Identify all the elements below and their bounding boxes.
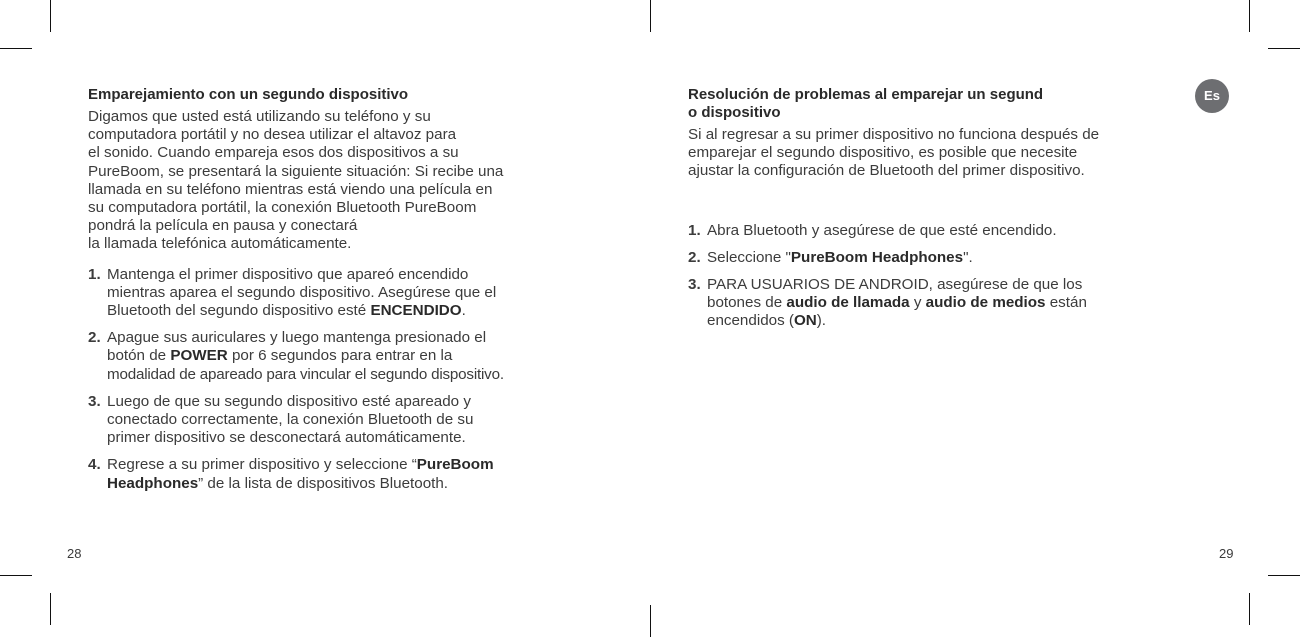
language-badge: Es xyxy=(1195,79,1229,113)
step-line: Mantenga el primer dispositivo que apareó encendido xyxy=(107,265,469,283)
step-line: Bluetooth del segundo dispositivo esté ENCENDIDO. xyxy=(107,302,466,320)
intro-line: llamada en su teléfono mientras está viendo una película en xyxy=(88,180,493,198)
step-number: 3. xyxy=(88,392,101,410)
crop-mark xyxy=(1268,48,1300,49)
pairing-steps-list xyxy=(88,266,588,493)
intro-line: PureBoom, se presentará la siguiente situación: Si recibe una xyxy=(88,162,504,180)
intro-line: ajustar la configuración de Bluetooth del primer dispositivo. xyxy=(688,162,1085,180)
right-page-intro xyxy=(688,126,1193,181)
intro-line: el sonido. Cuando empareja esos dos dispositivos a su xyxy=(88,144,459,162)
step-line: mientras aparea el segundo dispositivo. Asegúrese que el xyxy=(107,283,497,301)
list-item xyxy=(688,249,1193,267)
step-number: 2. xyxy=(688,248,701,266)
list-item xyxy=(88,393,588,448)
step-number: 3. xyxy=(688,276,701,294)
step-line: botón de POWER por 6 segundos para entrar en la xyxy=(107,347,453,365)
step-number: 1. xyxy=(688,221,701,239)
crop-mark xyxy=(50,0,51,32)
intro-line: Digamos que usted está utilizando su teléfono y su xyxy=(88,108,431,125)
step-line: primer dispositivo se desconectará automáticamente. xyxy=(107,429,466,447)
intro-line: pondrá la película en pausa y conectará xyxy=(88,217,358,235)
list-item xyxy=(88,456,588,492)
troubleshooting-steps-list xyxy=(688,222,1193,331)
crop-mark xyxy=(650,0,651,32)
step-line: encendidos (ON). xyxy=(707,312,827,330)
step-line: Abra Bluetooth y asegúrese de que esté encendido. xyxy=(707,221,1057,239)
crop-mark xyxy=(0,575,32,576)
step-number: 2. xyxy=(88,329,101,347)
heading-line: o dispositivo xyxy=(688,104,781,121)
intro-line: Si al regresar a su primer dispositivo no funciona después de xyxy=(688,126,1100,143)
list-item xyxy=(88,266,588,321)
crop-mark xyxy=(1268,575,1300,576)
right-page-heading xyxy=(688,86,1193,122)
crop-mark xyxy=(1249,0,1250,32)
intro-line: computadora portátil y no desea utilizar el altavoz para xyxy=(88,126,457,144)
step-line: conectado correctamente, la conexión Bluetooth de su xyxy=(107,411,474,429)
crop-mark xyxy=(0,48,32,49)
step-line: Headphones” de la lista de dispositivos Bluetooth. xyxy=(107,474,449,492)
step-line: Apague sus auriculares y luego mantenga presionado el xyxy=(107,329,487,347)
intro-line: emparejar el segundo dispositivo, es posible que necesite xyxy=(688,144,1078,162)
list-item xyxy=(688,276,1193,331)
intro-line: su computadora portátil, la conexión Bluetooth PureBoom xyxy=(88,199,477,217)
intro-line: la llamada telefónica automáticamente. xyxy=(88,235,352,253)
step-line: PARA USUARIOS DE ANDROID, asegúrese de que los xyxy=(707,276,1083,294)
page-number-right: 29 xyxy=(1219,546,1234,561)
step-number: 1. xyxy=(88,265,101,283)
left-page-intro xyxy=(88,108,588,254)
right-page xyxy=(688,86,1193,331)
step-line: Regrese a su primer dispositivo y seleccione “PureBoom xyxy=(107,456,494,474)
page-number-left: 28 xyxy=(67,546,82,561)
step-line: botones de audio de llamada y audio de medios están xyxy=(707,294,1087,312)
crop-mark xyxy=(1249,593,1250,625)
step-line: Seleccione "PureBoom Headphones". xyxy=(707,248,973,266)
crop-mark xyxy=(650,605,651,637)
left-page xyxy=(88,86,588,493)
heading-line: Resolución de problemas al emparejar un segund xyxy=(688,86,1044,103)
list-item xyxy=(88,329,588,384)
step-number: 4. xyxy=(88,456,101,474)
left-page-heading: Emparejamiento con un segundo dispositivo xyxy=(88,86,409,103)
list-item xyxy=(688,222,1193,240)
step-line: modalidad de apareado para vincular el segundo dispositivo. xyxy=(107,365,504,383)
crop-mark xyxy=(50,593,51,625)
step-line: Luego de que su segundo dispositivo esté apareado y xyxy=(107,392,471,410)
